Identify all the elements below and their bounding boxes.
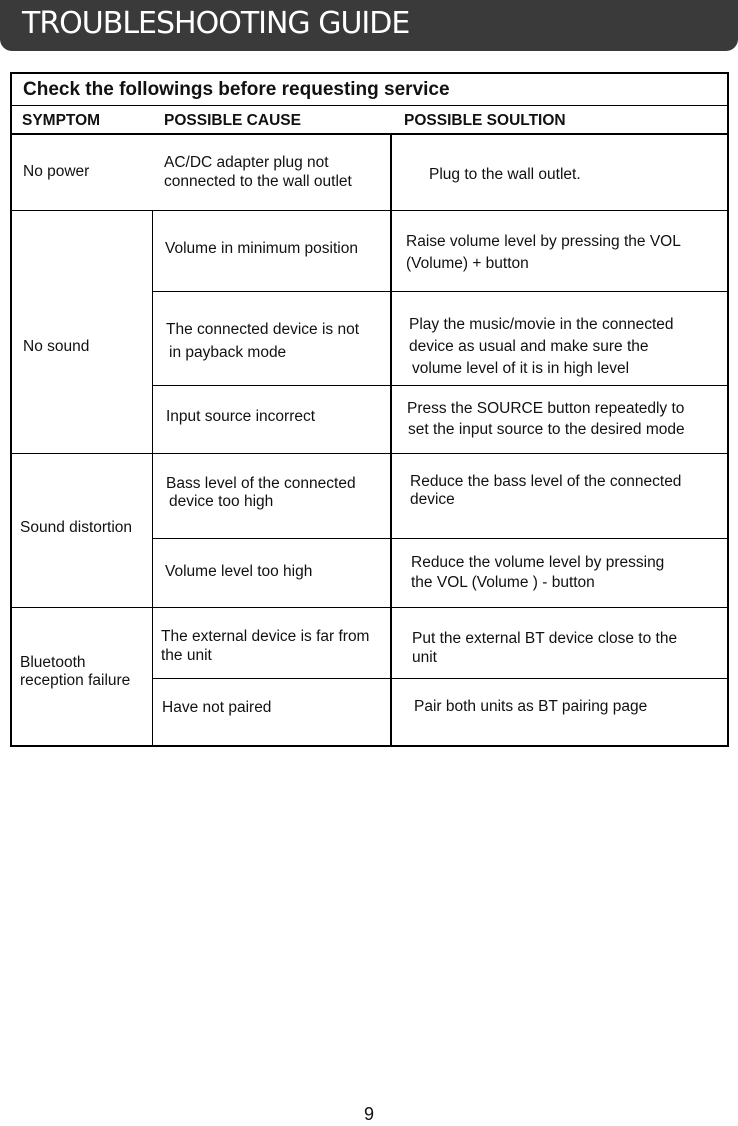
symptom-sound-distortion: Sound distortion [20, 519, 133, 536]
solution-line: volume level of it is in high level [412, 360, 630, 377]
symptom-bluetooth: reception failure [20, 672, 131, 689]
cause-line: device too high [169, 493, 274, 510]
solution-line: device as usual and make sure the [409, 338, 649, 355]
page-number: 9 [363, 1104, 374, 1124]
solution-line: unit [412, 649, 437, 666]
solution-line: Plug to the wall outlet. [429, 166, 581, 183]
page-title: TROUBLESHOOTING GUIDE [22, 6, 410, 41]
cause-line: Input source incorrect [166, 408, 316, 425]
solution-line: Press the SOURCE button repeatedly to [407, 400, 685, 417]
cause-line: Volume level too high [165, 563, 313, 580]
cause-line: Have not paired [162, 699, 272, 716]
solution-line: Put the external BT device close to the [412, 630, 678, 647]
cause-line: connected to the wall outlet [164, 173, 352, 190]
cause-line: the unit [161, 647, 212, 664]
column-header-cause: POSSIBLE CAUSE [164, 112, 301, 129]
solution-line: Reduce the bass level of the connected [410, 473, 682, 490]
solution-line: Pair both units as BT pairing page [414, 698, 648, 715]
solution-line: device [410, 491, 455, 508]
solution-line: the VOL (Volume ) - button [411, 574, 595, 591]
solution-line: Raise volume level by pressing the VOL [406, 233, 681, 250]
solution-line: (Volume) + button [406, 255, 529, 272]
cause-line: in payback mode [169, 344, 287, 361]
solution-line: set the input source to the desired mode [408, 421, 685, 438]
solution-line: Play the music/movie in the connected [409, 316, 674, 333]
title-bar [0, 0, 738, 51]
table-heading: Check the followings before requesting service [23, 79, 450, 100]
solution-line: Reduce the volume level by pressing [411, 554, 665, 571]
cause-line: Volume in minimum position [165, 240, 358, 257]
symptom-no-sound: No sound [23, 338, 90, 355]
cause-line: Bass level of the connected [166, 475, 356, 492]
cause-line: AC/DC adapter plug not [164, 154, 329, 171]
cause-line: The connected device is not [166, 321, 360, 338]
symptom-no-power: No power [23, 163, 90, 180]
column-header-solution: POSSIBLE SOULTION [404, 112, 566, 129]
column-header-symptom: SYMPTOM [22, 112, 101, 129]
cause-line: The external device is far from [161, 628, 370, 645]
symptom-bluetooth: Bluetooth [20, 654, 86, 671]
